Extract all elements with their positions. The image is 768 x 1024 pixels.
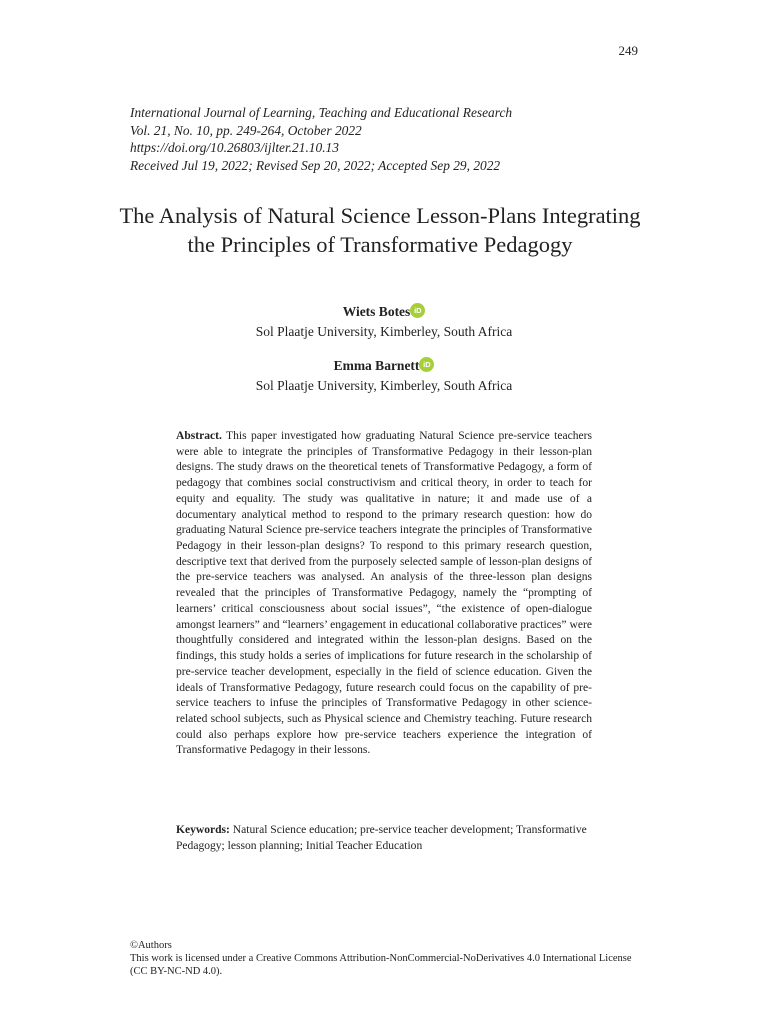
orcid-icon[interactable]: iD	[419, 357, 434, 372]
journal-volume: Vol. 21, No. 10, pp. 249-264, October 2022	[130, 122, 362, 138]
author-affiliation: Sol Plaatje University, Kimberley, South Africa	[255, 378, 513, 393]
keywords-text: Natural Science education; pre-service teacher development; Transformative Pedagogy; lesson planning; Initial Teacher Education	[176, 824, 587, 852]
abstract-label: Abstract.	[176, 430, 222, 442]
page-number: 249	[618, 43, 638, 58]
journal-meta	[130, 104, 630, 174]
keywords-label: Keywords:	[176, 824, 230, 836]
author-block	[130, 303, 638, 340]
paper-title: The Analysis of Natural Science Lesson-Plans Integrating the Principles of Transformative Pedagogy	[119, 203, 641, 257]
orcid-icon[interactable]: iD	[410, 303, 425, 318]
copyright-line: ©Authors	[130, 940, 172, 951]
keywords	[176, 822, 592, 854]
abstract-text: This paper investigated how graduating Natural Science pre-service teachers were able to integrate the principles of Transformative Pedagogy in their lesson-plan designs. The study draws on the theoretical tenets of Transformative Pedagogy, a form of pedagogy that combines social constructivism and critical theory, in order to teach for equity and equality. The study was qualitative in nature; it and made use of a documentary analytical method to respond to the primary research question: how do graduating Natural Science pre-service teachers integrate the principles of Transformative Pedagogy in their lesson-plan designs? To respond to this primary research question, descriptive text that derived from the purposely selected sample of lesson-plan designs of the pre-service teachers was analysed. An analysis of the three-lesson plan designs revealed that the principles of Transformative Pedagogy, namely the “prompting of learners’ critical consciousness about social issues”, “the existence of open-dialogue amongst learners” and “learners’ engagement in educational collaborative practices” were thoughtfully considered and integrated within the lesson-plan designs. Based on the findings, this study holds a series of implications for future research in the scholarship of pre-service teacher development, especially in the field of science education. Given the ideals of Transformative Pedagogy, future research could focus on the capability of pre-service teachers to infuse the principles of Transformative Pedagogy in other science-related school subjects, such as Physical science and Chemistry teaching. Future research could also perhaps explore how pre-service teachers experience the integration of Transformative Pedagogy in their lessons.	[176, 430, 592, 757]
journal-name: International Journal of Learning, Teaching and Educational Research	[130, 105, 513, 120]
journal-doi[interactable]: https://doi.org/10.26803/ijlter.21.10.13	[130, 140, 339, 156]
author-name: Emma Barnett	[333, 358, 420, 373]
license-footer	[130, 939, 650, 978]
journal-dates: Received Jul 19, 2022; Revised Sep 20, 2022; Accepted Sep 29, 2022	[130, 157, 501, 173]
author-name: Wiets Botes	[342, 304, 411, 319]
license-text: This work is licensed under a Creative Commons Attribution-NonCommercial-NoDerivatives 4.0 International License (CC BY-NC-ND 4.0).	[130, 953, 632, 977]
abstract	[176, 429, 592, 759]
author-affiliation: Sol Plaatje University, Kimberley, South Africa	[255, 324, 513, 339]
author-block	[130, 357, 638, 394]
